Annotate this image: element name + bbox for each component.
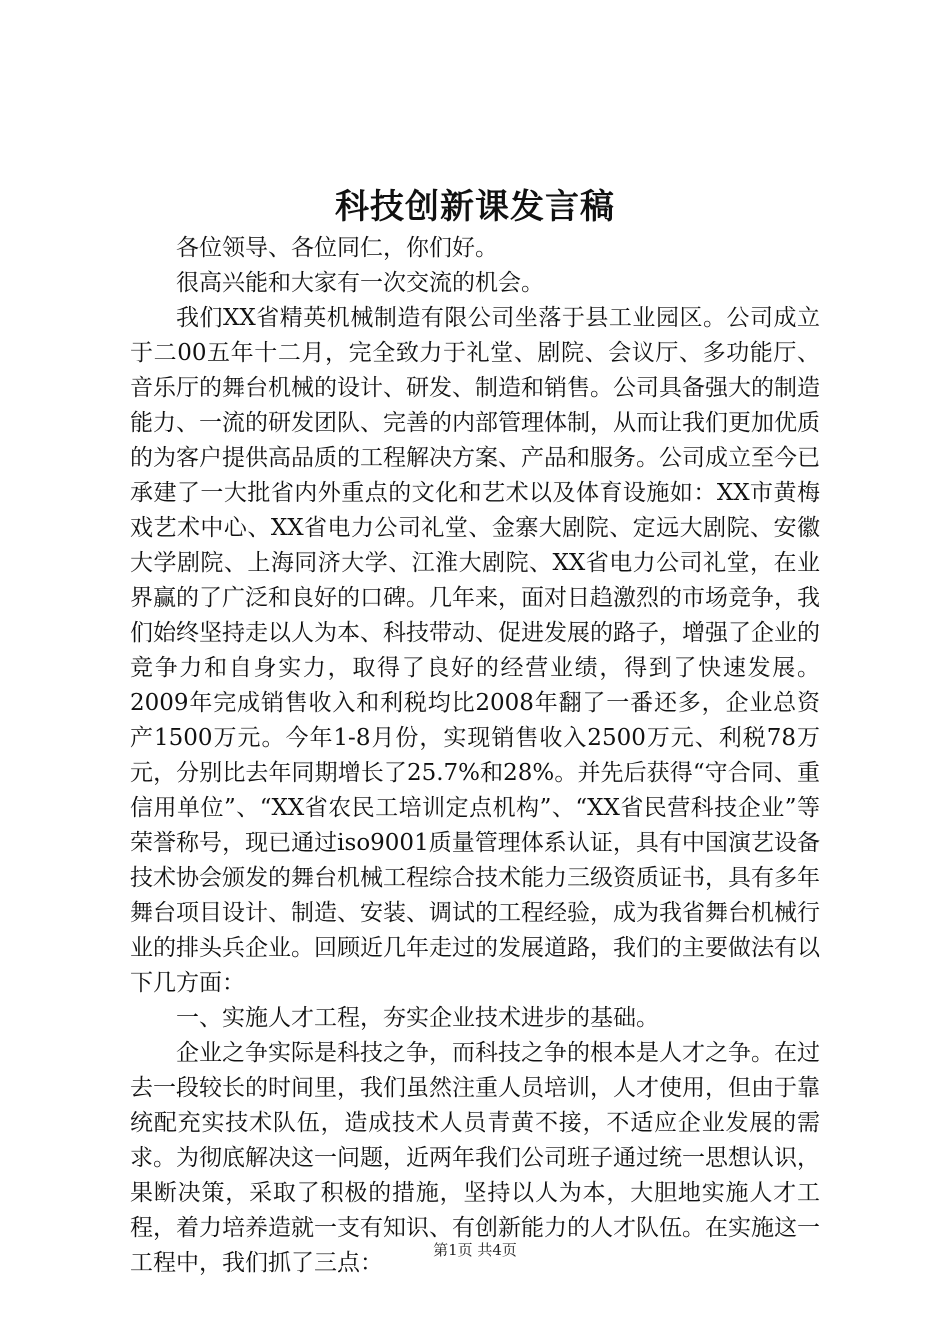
paragraph-intro: 很高兴能和大家有一次交流的机会。 xyxy=(176,270,544,296)
document-body xyxy=(130,231,820,1281)
document-title: 科技创新课发言稿 xyxy=(335,187,615,227)
page-footer: 第1页 共4页 xyxy=(433,1241,517,1259)
paragraph-talent: 企业之争实际是科技之争，而科技之争的根本是人才之争。在过去一段较长的时间里，我们虽然注重人员培训，人才使用，但由于靠统配充实技术队伍，造成技术人员青黄不接，不适应企业发展的需求。为彻底解决这一问题，近两年我们公司班子通过统一思想认识，果断决策，采取了积极的措施，坚持以人为本，大胆地实施人才工程，着力培养造就一支有知识、有创新能力的人才队伍。在实施这一工程中，我们抓了三点： xyxy=(130,1040,820,1276)
paragraph-company-overview: 我们XX省精英机械制造有限公司坐落于县工业园区。公司成立于二00五年十二月，完全致力于礼堂、剧院、会议厅、多功能厅、音乐厅的舞台机械的设计、研发、制造和销售。公司具备强大的制造能力、一流的研发团队、完善的内部管理体制，从而让我们更加优质的为客户提供高品质的工程解决方案、产品和服务。公司成立至今已承建了一大批省内外重点的文化和艺术以及体育设施如：XX市黄梅戏艺术中心、XX省电力公司礼堂、金寨大剧院、定远大剧院、安徽大学剧院、上海同济大学、江淮大剧院、XX省电力公司礼堂，在业界赢的了广泛和良好的口碑。几年来，面对日趋激烈的市场竞争，我们始终坚持走以人为本、科技带动、促进发展的路子，增强了企业的竞争力和自身实力，取得了良好的经营业绩，得到了快速发展。2009年完成销售收入和利税均比2008年翻了一番还多，企业总资产1500万元。今年1-8月份，实现销售收入2500万元、利税78万元，分别比去年同期增长了25.7%和28%。并先后获得“守合同、重信用单位”、“XX省农民工培训定点机构”、“XX省民营科技企业”等荣誉称号，现已通过iso9001质量管理体系认证，具有中国演艺设备技术协会颁发的舞台机械工程综合技术能力三级资质证书，具有多年舞台项目设计、制造、安装、调试的工程经验，成为我省舞台机械行业的排头兵企业。回顾近几年走过的发展道路，我们的主要做法有以下几方面： xyxy=(130,305,820,996)
paragraph-greeting: 各位领导、各位同仁，你们好。 xyxy=(176,235,498,261)
paragraph-section-heading: 一、实施人才工程，夯实企业技术进步的基础。 xyxy=(176,1005,659,1031)
